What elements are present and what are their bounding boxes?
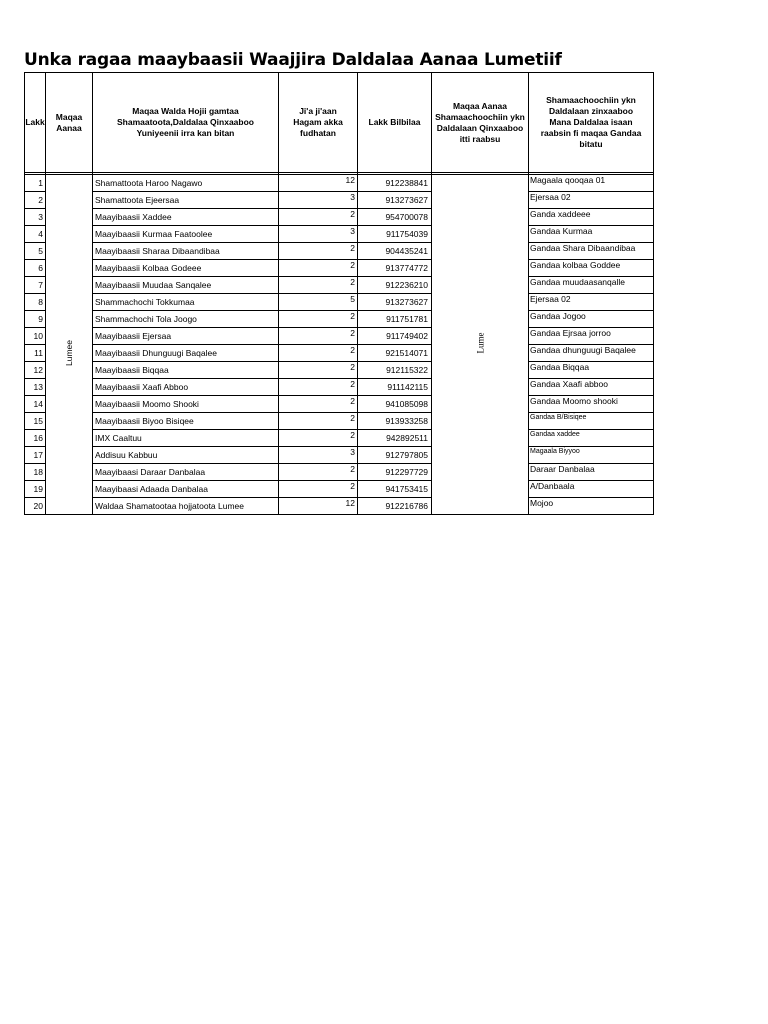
row-number: 16 <box>25 430 46 447</box>
header-maqaa-aanaa: Maqaa Aanaa <box>46 73 93 173</box>
ganda-location: Magaala Biyyoo <box>529 447 654 464</box>
ganda-location: Gandaa Ejrsaa jorroo <box>529 328 654 345</box>
aanaa-name: Lumee <box>64 339 74 366</box>
table-row <box>25 243 654 260</box>
phone-number: 954700078 <box>358 209 432 226</box>
ganda-location: Mojoo <box>529 498 654 515</box>
monthly-quantity: 2 <box>279 345 358 362</box>
monthly-quantity: 2 <box>279 396 358 413</box>
monthly-quantity: 5 <box>279 294 358 311</box>
phone-number: 911749402 <box>358 328 432 345</box>
table-row <box>25 175 654 192</box>
phone-number: 912115322 <box>358 362 432 379</box>
phone-number: 911754039 <box>358 226 432 243</box>
ganda-location: Gandaa muudaasanqalle <box>529 277 654 294</box>
table-row <box>25 260 654 277</box>
row-number: 12 <box>25 362 46 379</box>
table-row <box>25 396 654 413</box>
table-row <box>25 481 654 498</box>
monthly-quantity: 2 <box>279 430 358 447</box>
row-number: 13 <box>25 379 46 396</box>
row-number: 9 <box>25 311 46 328</box>
header-jiaa: Ji'a ji'aan Hagam akka fudhatan <box>279 73 358 173</box>
phone-number: 912238841 <box>358 175 432 192</box>
row-number: 11 <box>25 345 46 362</box>
table-row <box>25 413 654 430</box>
monthly-quantity: 2 <box>279 311 358 328</box>
ganda-location: Magaala qooqaa 01 <box>529 175 654 192</box>
monthly-quantity: 2 <box>279 328 358 345</box>
header-lakk-bilbilaa: Lakk Bilbilaa <box>358 73 432 173</box>
phone-number: 913273627 <box>358 294 432 311</box>
monthly-quantity: 12 <box>279 175 358 192</box>
row-number: 6 <box>25 260 46 277</box>
waldaa-name: Maayibaasii Biqqaa <box>93 362 279 379</box>
row-number: 17 <box>25 447 46 464</box>
ganda-location: Gandaa Jogoo <box>529 311 654 328</box>
ganda-location: Gandaa Kurmaa <box>529 226 654 243</box>
table-row <box>25 294 654 311</box>
table-row <box>25 464 654 481</box>
waldaa-name: Maayibaasii Moomo Shooki <box>93 396 279 413</box>
table-body <box>25 173 654 515</box>
phone-number: 941753415 <box>358 481 432 498</box>
table-row <box>25 209 654 226</box>
waldaa-name: Maayibaasii Muudaa Sanqalee <box>93 277 279 294</box>
monthly-quantity: 3 <box>279 192 358 209</box>
header-shamaachoochiin: Shamaachoochiin ykn Daldalaan zinxaaboo Mana Daldalaa isaan raabsin fi maqaa Gandaa bitatu <box>529 73 654 173</box>
ganda-location: Gandaa xaddee <box>529 430 654 447</box>
waldaa-name: Maayibaasii Sharaa Dibaandibaa <box>93 243 279 260</box>
waldaa-name: IMX Caaltuu <box>93 430 279 447</box>
monthly-quantity: 2 <box>279 243 358 260</box>
table-row <box>25 277 654 294</box>
ganda-location: Gandaa Moomo shooki <box>529 396 654 413</box>
ganda-location: Daraar Danbalaa <box>529 464 654 481</box>
ganda-location: Gandaa Shara Dibaandibaa <box>529 243 654 260</box>
phone-number: 912297729 <box>358 464 432 481</box>
row-number: 3 <box>25 209 46 226</box>
monthly-quantity: 3 <box>279 226 358 243</box>
header-row <box>25 73 654 173</box>
waldaa-name: Maayibaasii Kurmaa Faatoolee <box>93 226 279 243</box>
phone-number: 913774772 <box>358 260 432 277</box>
table-row <box>25 328 654 345</box>
row-number: 18 <box>25 464 46 481</box>
waldaa-name: Shammachochi Tokkumaa <box>93 294 279 311</box>
phone-number: 911751781 <box>358 311 432 328</box>
row-number: 10 <box>25 328 46 345</box>
row-number: 2 <box>25 192 46 209</box>
waldaa-name: Shammachochi Tola Joogo <box>93 311 279 328</box>
waldaa-name: Shamattoota Ejeersaa <box>93 192 279 209</box>
header-maqaa-waldaa: Maqaa Walda Hojii gamtaa Shamaatoota,Daldalaa Qinxaaboo Yuniyeenii irra kan bitan <box>93 73 279 173</box>
header-maqaa-aanaa-raabsu: Maqaa Aanaa Shamaachoochiin ykn Daldalaan Qinxaaboo itti raabsu <box>432 73 529 173</box>
phone-number: 904435241 <box>358 243 432 260</box>
row-number: 15 <box>25 413 46 430</box>
ganda-location: Ejersaa 02 <box>529 294 654 311</box>
page-title: Unka ragaa maaybaasii Waajjira Daldalaa Aanaa Lumetiif <box>24 50 562 70</box>
waldaa-name: Shamattoota Haroo Nagawo <box>93 175 279 192</box>
monthly-quantity: 2 <box>279 379 358 396</box>
waldaa-name: Maayibaasii Xaafi Abboo <box>93 379 279 396</box>
monthly-quantity: 12 <box>279 498 358 515</box>
table-row <box>25 379 654 396</box>
phone-number: 921514071 <box>358 345 432 362</box>
ganda-location: Gandaa dhunguugi Baqalee <box>529 345 654 362</box>
table-row <box>25 226 654 243</box>
monthly-quantity: 2 <box>279 277 358 294</box>
phone-number: 941085098 <box>358 396 432 413</box>
distribution-table <box>24 72 654 515</box>
table-row <box>25 192 654 209</box>
ganda-location: A/Danbaala <box>529 481 654 498</box>
waldaa-name: Waldaa Shamatootaa hojjatoota Lumee <box>93 498 279 515</box>
row-number: 8 <box>25 294 46 311</box>
row-number: 4 <box>25 226 46 243</box>
phone-number: 912797805 <box>358 447 432 464</box>
monthly-quantity: 3 <box>279 447 358 464</box>
table-row <box>25 311 654 328</box>
phone-number: 942892511 <box>358 430 432 447</box>
header-lakk: Lakk <box>25 73 46 173</box>
monthly-quantity: 2 <box>279 464 358 481</box>
table-row <box>25 498 654 515</box>
phone-number: 913933258 <box>358 413 432 430</box>
waldaa-name: Maayibaasii Xaddee <box>93 209 279 226</box>
monthly-quantity: 2 <box>279 362 358 379</box>
row-number: 20 <box>25 498 46 515</box>
row-number: 7 <box>25 277 46 294</box>
ganda-location: Gandaa B/Bisiqee <box>529 413 654 430</box>
row-number: 19 <box>25 481 46 498</box>
waldaa-name: Addisuu Kabbuu <box>93 447 279 464</box>
table-row <box>25 345 654 362</box>
table-row <box>25 362 654 379</box>
waldaa-name: Maayibaasi Daraar Danbalaa <box>93 464 279 481</box>
monthly-quantity: 2 <box>279 209 358 226</box>
waldaa-name: Maayibaasii Kolbaa Godeee <box>93 260 279 277</box>
ganda-location: Gandaa kolbaa Goddee <box>529 260 654 277</box>
waldaa-name: Maayibaasii Ejersaa <box>93 328 279 345</box>
waldaa-name: Maayibaasi Adaada Danbalaa <box>93 481 279 498</box>
ganda-location: Gandaa Xaafi abboo <box>529 379 654 396</box>
phone-number: 912236210 <box>358 277 432 294</box>
table-row <box>25 447 654 464</box>
merged-aanaa-raabsu-cell <box>432 175 529 515</box>
phone-number: 911142115 <box>358 379 432 396</box>
ganda-location: Ejersaa 02 <box>529 192 654 209</box>
ganda-location: Ganda xaddeee <box>529 209 654 226</box>
monthly-quantity: 2 <box>279 260 358 277</box>
ganda-location: Gandaa Biqqaa <box>529 362 654 379</box>
waldaa-name: Maayibaasii Biyoo Bisiqee <box>93 413 279 430</box>
row-number: 5 <box>25 243 46 260</box>
phone-number: 912216786 <box>358 498 432 515</box>
waldaa-name: Maayibaasii Dhunguugi Baqalee <box>93 345 279 362</box>
phone-number: 913273627 <box>358 192 432 209</box>
aanaa-raabsu-name: Lume <box>475 332 485 353</box>
row-number: 14 <box>25 396 46 413</box>
merged-aanaa-cell <box>46 175 93 515</box>
monthly-quantity: 2 <box>279 481 358 498</box>
monthly-quantity: 2 <box>279 413 358 430</box>
row-number: 1 <box>25 175 46 192</box>
table-row <box>25 430 654 447</box>
